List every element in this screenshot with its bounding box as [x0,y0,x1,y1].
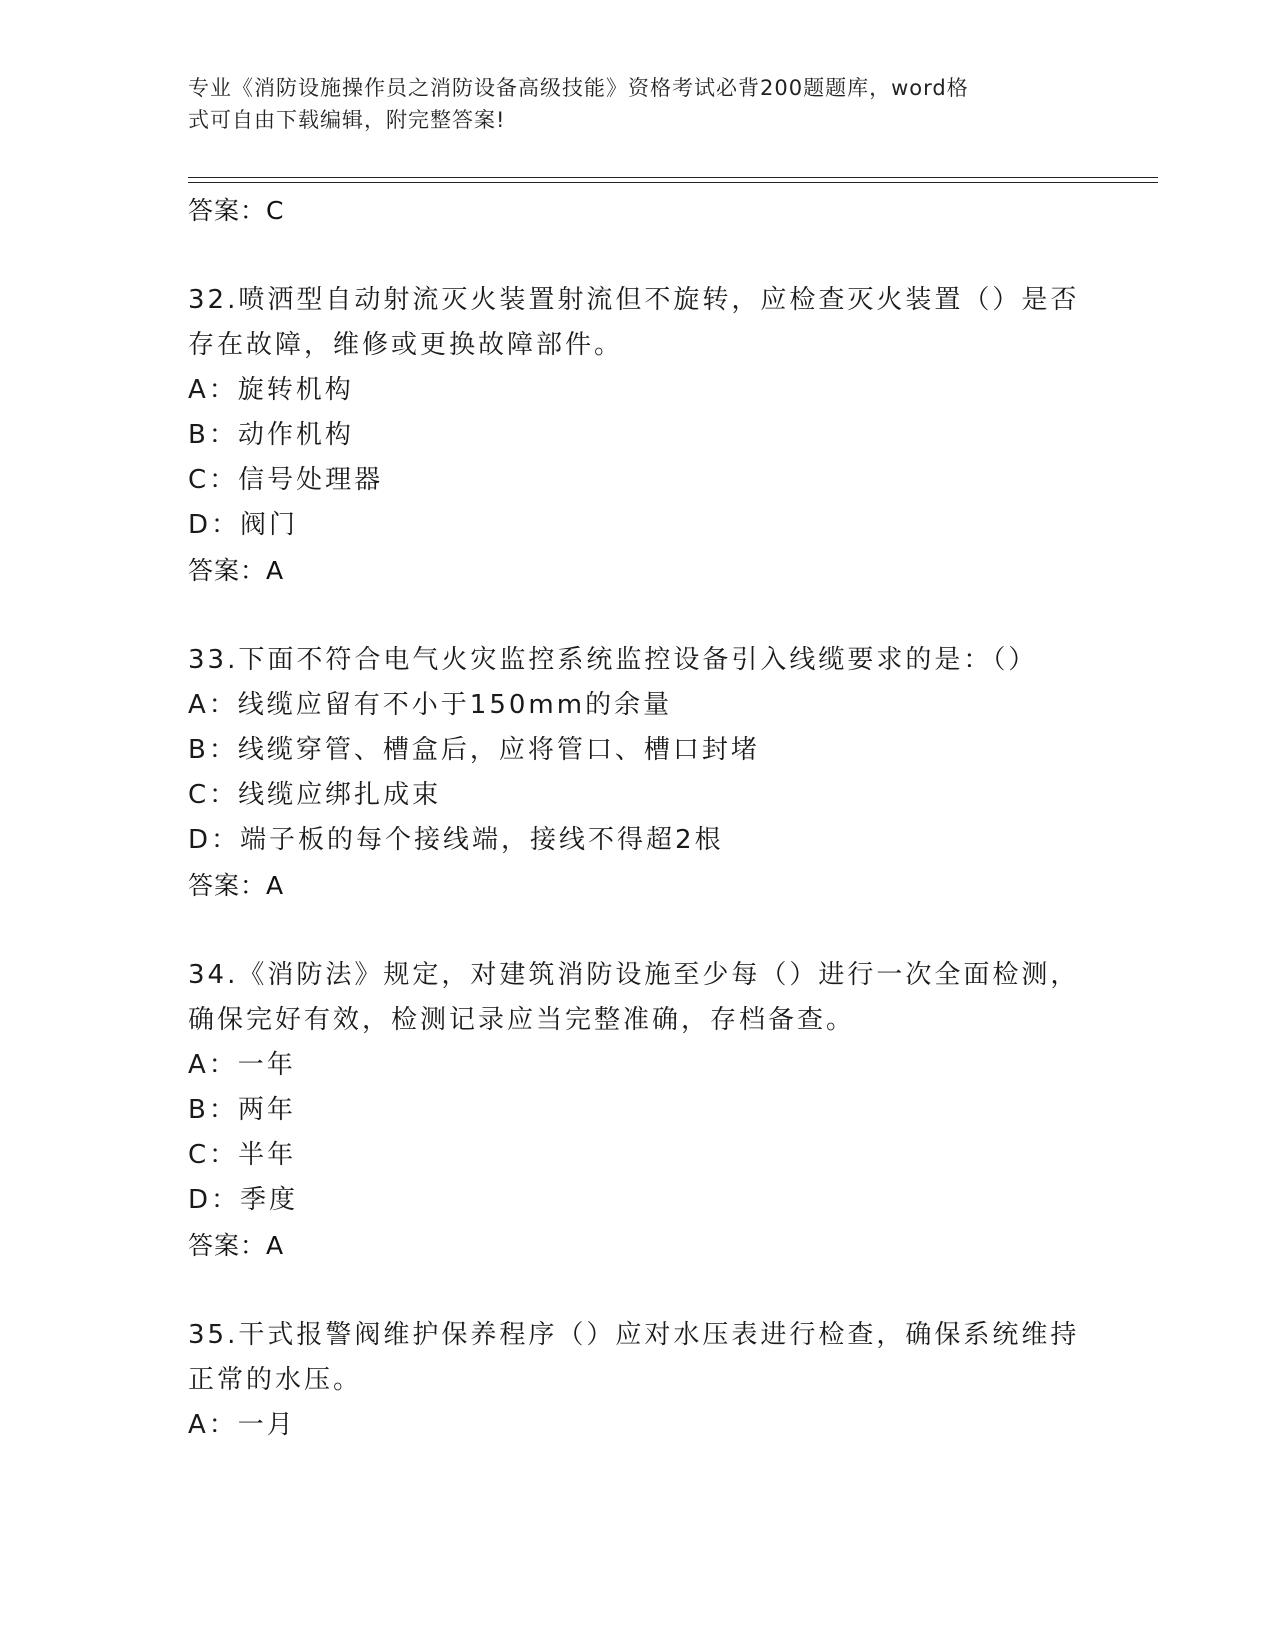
option-b: B：动作机构 [188,420,354,450]
question-text: 33.下面不符合电气火灾监控系统监控设备引入线缆要求的是：（） [188,645,1038,675]
header-rule-bottom [188,182,1158,183]
answer: 答案：A [188,1231,285,1260]
option-b: B：两年 [188,1095,296,1125]
question-33 [188,638,1088,908]
option-a: A：一年 [188,1050,296,1080]
option-c: C：信号处理器 [188,465,384,495]
option-b: B：线缆穿管、槽盒后，应将管口、槽口封堵 [188,735,760,765]
answer: 答案：A [188,871,285,900]
question-text: 32.喷洒型自动射流灭火装置射流但不旋转，应检查灭火装置（）是否存在故障，维修或更换故障部件。 [188,285,1080,360]
option-c: C：线缆应绑扎成束 [188,780,442,810]
previous-answer: 答案：C [188,196,285,225]
answer: 答案：A [188,556,285,585]
option-d: D：季度 [188,1185,299,1215]
question-35 [188,1313,1088,1448]
question-text: 34.《消防法》规定，对建筑消防设施至少每（）进行一次全面检测，确保完好有效，检测记录应当完整准确，存档备查。 [188,960,1080,1035]
question-32 [188,278,1088,593]
option-d: D：端子板的每个接线端，接线不得超2根 [188,825,724,855]
option-a: A：旋转机构 [188,375,354,405]
option-d: D：阀门 [188,510,299,540]
option-a: A：一月 [188,1410,296,1440]
option-a: A：线缆应留有不小于150mm的余量 [188,690,673,720]
question-text: 35.干式报警阀维护保养程序（）应对水压表进行检查，确保系统维持正常的水压。 [188,1320,1080,1395]
header-rule-top [188,177,1158,178]
document-body [188,188,1088,1448]
header-line-2: 式可自由下载编辑，附完整答案! [188,108,506,132]
question-34 [188,953,1088,1268]
option-c: C：半年 [188,1140,297,1170]
header-line-1: 专业《消防设施操作员之消防设备高级技能》资格考试必背200题题库，word格 [188,76,969,100]
document-header [188,72,1088,136]
